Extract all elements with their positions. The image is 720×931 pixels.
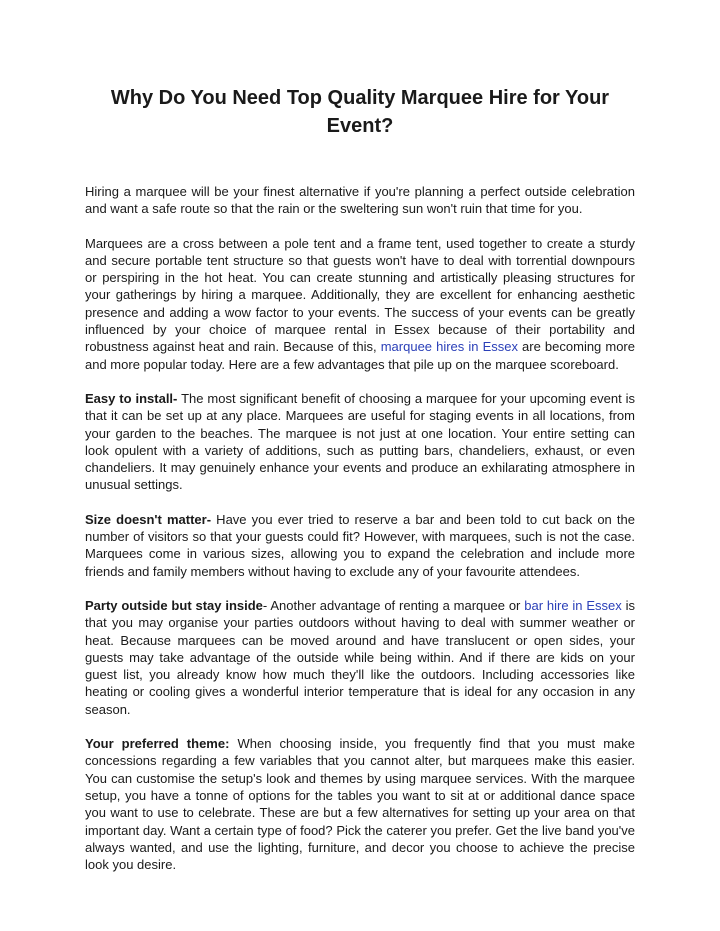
paragraph-overview-text-after: are becoming more and more popular today. Here are a few advantages that pile up on the marquee scoreboard. bbox=[85, 339, 635, 372]
marquee-hires-link[interactable]: marquee hires in Essex bbox=[380, 339, 518, 355]
paragraph-party-outside bbox=[85, 597, 635, 718]
paragraph-marquee-overview bbox=[85, 235, 635, 373]
party-outside-body-before: - Another advantage of renting a marquee or bbox=[262, 597, 525, 613]
paragraph-overview-text-before: Marquees are a cross between a pole tent and a frame tent, used together to create a sturdy and secure portable tent structure so that guests won't have to deal with torrential downpours or perspiring in the hot heat. You can create stunning and artistically pleasing structures for your gatherings by hiring a marquee. Additionally, they are excellent for enhancing aesthetic presence and adding a wow factor to your events. The success of your events can be greatly influenced by your choice of marquee rental in Essex because of their portability and robustness against heat and rain. Because of this, bbox=[85, 235, 635, 355]
paragraph-easy-to-install bbox=[85, 390, 635, 494]
preferred-theme-body: When choosing inside, you frequently find that you must make concessions regarding a few variables that you cannot alter, but marquees make this easier. You can customise the setup's look and themes by using marquee services. With the marquee setup, you have a tonne of options for the tables you want to sit at or additional dance space you want to use to celebrate. These are but a few alternatives for setting up your area on that important day. Want a certain type of food? Pick the caterer you prefer. Get the live band you've always wanted, and use the lighting, furniture, and decor you choose to achieve the precise look you desire. bbox=[85, 736, 635, 873]
bar-hire-link[interactable]: bar hire in Essex bbox=[524, 597, 622, 613]
paragraph-intro-text: Hiring a marquee will be your finest alternative if you're planning a perfect outside celebration and want a safe route so that the rain or the sweltering sun won't ruin that time for you. bbox=[85, 184, 635, 217]
paragraph-intro bbox=[85, 183, 635, 218]
paragraph-size-doesnt-matter bbox=[85, 511, 635, 580]
preferred-theme-heading: Your preferred theme: bbox=[85, 736, 230, 752]
easy-to-install-body: The most significant benefit of choosing a marquee for your upcoming event is that it can be set up at any place. Marquees are useful for staging events in all locations, from your garden to the beaches. The marquee is not just at one location. Your entire setting can look opulent with a variety of additions, such as putting bars, chandeliers, exhaust, or even chandeliers. It may genuinely enhance your events and produce an exhilarating atmosphere in unusual settings. bbox=[85, 390, 635, 493]
party-outside-heading: Party outside but stay inside bbox=[85, 597, 263, 613]
easy-to-install-heading: Easy to install- bbox=[85, 390, 178, 406]
paragraph-preferred-theme bbox=[85, 735, 635, 873]
page-title: Why Do You Need Top Quality Marquee Hire for Your Event? bbox=[110, 87, 610, 137]
document-page bbox=[85, 84, 635, 873]
size-doesnt-matter-heading: Size doesn't matter- bbox=[85, 511, 212, 527]
party-outside-body-after: is that you may organise your parties outdoors without having to deal with summer weather or heat. Because marquees can be moved around and have translucent or open sides, your guests may take advantage of the outside while being within. And if there are kids on your guest list, you already know how much they'll like the outdoors. Including accessories like heating or cooling gives a wonderful interior temperature that is ideal for any occasion in any season. bbox=[85, 597, 635, 717]
size-doesnt-matter-body: Have you ever tried to reserve a bar and been told to cut back on the number of visitors so that your guests could fit? However, with marquees, such is not the case. Marquees come in various sizes, allowing you to expand the celebration and include more friends and family members without having to exclude any of your favourite attendees. bbox=[85, 511, 635, 579]
